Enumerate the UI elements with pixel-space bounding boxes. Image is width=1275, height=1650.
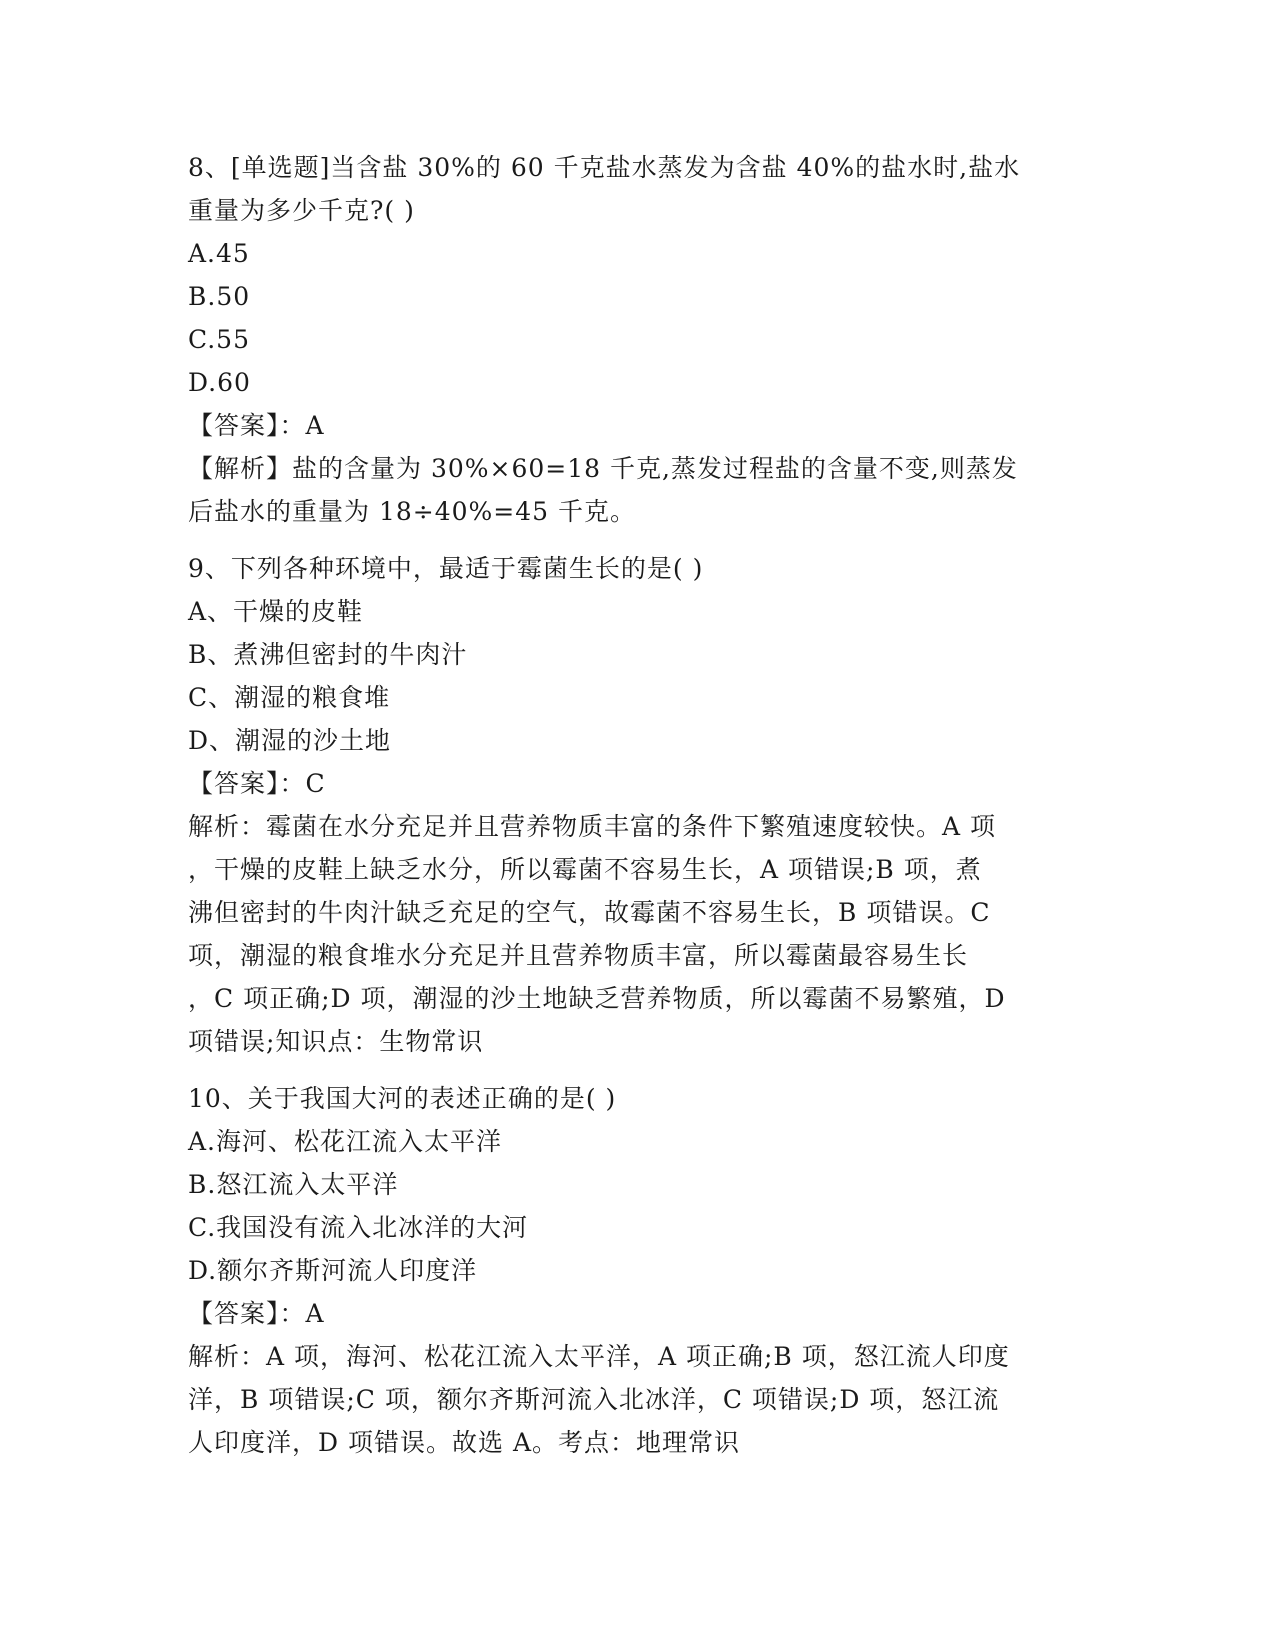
question-9 [188, 547, 1088, 1063]
question-10 [188, 1077, 1088, 1464]
option-a: A.海河、松花江流入太平洋 [188, 1127, 503, 1156]
answer: 【答案】：A [188, 411, 325, 440]
option-c: C.我国没有流入北冰洋的大河 [188, 1213, 529, 1242]
option-b: B、煮沸但密封的牛肉汁 [188, 640, 468, 669]
question-stem-line: 9、下列各种环境中，最适于霉菌生长的是( ) [188, 554, 704, 583]
option-a: A、干燥的皮鞋 [188, 597, 364, 626]
analysis-line: 【解析】盐的含量为 30%×60=18 千克,蒸发过程盐的含量不变,则蒸发 [188, 454, 1018, 483]
document-page [188, 146, 1088, 1464]
answer: 【答案】：C [188, 769, 326, 798]
option-c: C、潮湿的粮食堆 [188, 683, 391, 712]
option-d: D、潮湿的沙土地 [188, 726, 392, 755]
answer: 【答案】：A [188, 1299, 325, 1328]
analysis-line: 项，潮湿的粮食堆水分充足并且营养物质丰富，所以霉菌最容易生长 [188, 941, 969, 970]
analysis-line: 项错误;知识点：生物常识 [188, 1027, 484, 1056]
option-b: B.50 [188, 282, 251, 311]
analysis-line: 解析：A 项，海河、松花江流入太平洋，A 项正确;B 项，怒江流人印度 [188, 1342, 1010, 1371]
option-a: A.45 [188, 239, 250, 268]
analysis-line: 后盐水的重量为 18÷40%=45 千克。 [188, 497, 636, 526]
question-stem-line: 8、[单选题]当含盐 30%的 60 千克盐水蒸发为含盐 40%的盐水时,盐水 [188, 153, 1021, 182]
analysis-line: 洋，B 项错误;C 项，额尔齐斯河流入北冰洋，C 项错误;D 项，怒江流 [188, 1385, 1000, 1414]
analysis-line: ，C 项正确;D 项，潮湿的沙土地缺乏营养物质，所以霉菌不易繁殖，D [188, 984, 1006, 1013]
analysis-line: 解析：霉菌在水分充足并且营养物质丰富的条件下繁殖速度较快。A 项 [188, 812, 997, 841]
analysis-line: ，干燥的皮鞋上缺乏水分，所以霉菌不容易生长，A 项错误;B 项，煮 [188, 855, 982, 884]
option-c: C.55 [188, 325, 250, 354]
option-d: D.额尔齐斯河流人印度洋 [188, 1256, 478, 1285]
analysis-line: 沸但密封的牛肉汁缺乏充足的空气，故霉菌不容易生长，B 项错误。C [188, 898, 991, 927]
option-b: B.怒江流入太平洋 [188, 1170, 399, 1199]
question-stem-line: 重量为多少千克?( ) [188, 196, 415, 225]
analysis-line: 人印度洋，D 项错误。故选 A。考点：地理常识 [188, 1428, 740, 1457]
question-stem-line: 10、关于我国大河的表述正确的是( ) [188, 1084, 617, 1113]
question-8 [188, 146, 1088, 533]
option-d: D.60 [188, 368, 251, 397]
